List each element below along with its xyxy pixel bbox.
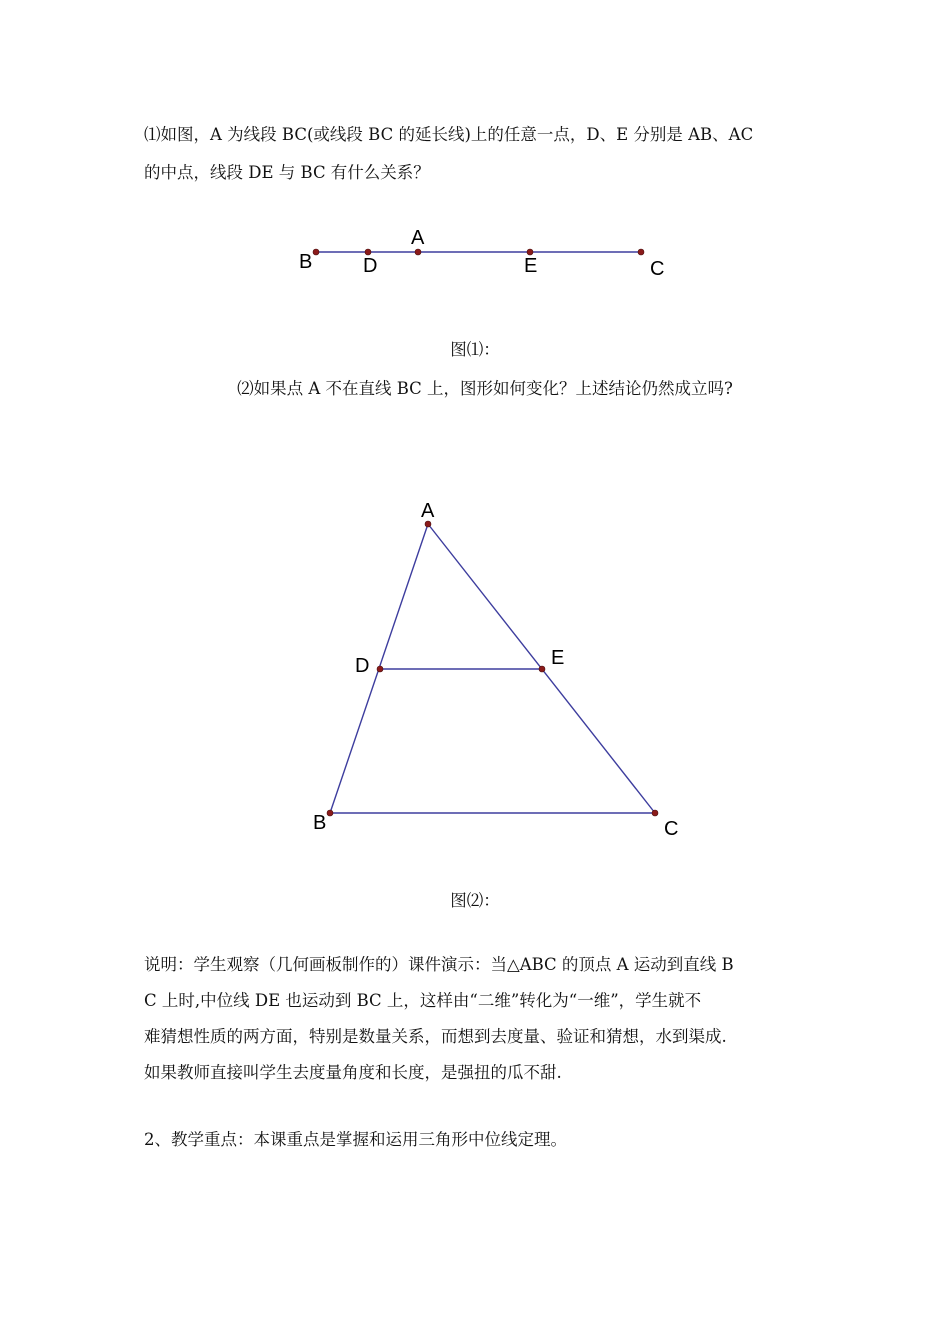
label-d: D bbox=[363, 255, 378, 277]
label-c: C bbox=[664, 818, 679, 840]
label-b: B bbox=[299, 251, 313, 273]
label-a: A bbox=[411, 227, 425, 249]
explanation-line-1: 说明：学生观察（几何画板制作的）课件演示：当△ABC 的顶点 A 运动到直线 B bbox=[144, 955, 734, 974]
label-e: E bbox=[551, 647, 565, 669]
label-e: E bbox=[524, 255, 538, 277]
question-1-line-1: ⑴如图，A 为线段 BC(或线段 BC 的延长线)上的任意一点，D、E 分别是 AB、AC bbox=[144, 125, 754, 144]
label-c: C bbox=[650, 258, 665, 280]
explanation-line-2: C 上时,中位线 DE 也运动到 BC 上，这样由“二维”转化为“一维”，学生就不 bbox=[144, 991, 702, 1010]
question-1-line-2: 的中点，线段 DE 与 BC 有什么关系？ bbox=[144, 163, 430, 182]
label-a: A bbox=[421, 500, 435, 522]
label-d: D bbox=[355, 655, 370, 677]
explanation-line-3: 难猜想性质的两方面，特别是数量关系，而想到去度量、验证和猜想，水到渠成. bbox=[144, 1027, 727, 1046]
figure-2-caption: 图⑵： bbox=[450, 891, 500, 910]
question-2: ⑵如果点 A 不在直线 BC 上，图形如何变化？上述结论仍然成立吗? bbox=[237, 379, 733, 398]
vertex-c bbox=[652, 810, 658, 816]
explanation-line-4: 如果教师直接叫学生去度量角度和长度，是强扭的瓜不甜. bbox=[144, 1063, 562, 1082]
midpoint-e bbox=[539, 666, 545, 672]
label-b: B bbox=[313, 812, 327, 834]
key-point: 2、教学重点：本课重点是掌握和运用三角形中位线定理。 bbox=[144, 1130, 567, 1149]
midpoint-d bbox=[377, 666, 383, 672]
figure-1-caption: 图⑴： bbox=[450, 340, 500, 359]
vertex-b bbox=[327, 810, 333, 816]
